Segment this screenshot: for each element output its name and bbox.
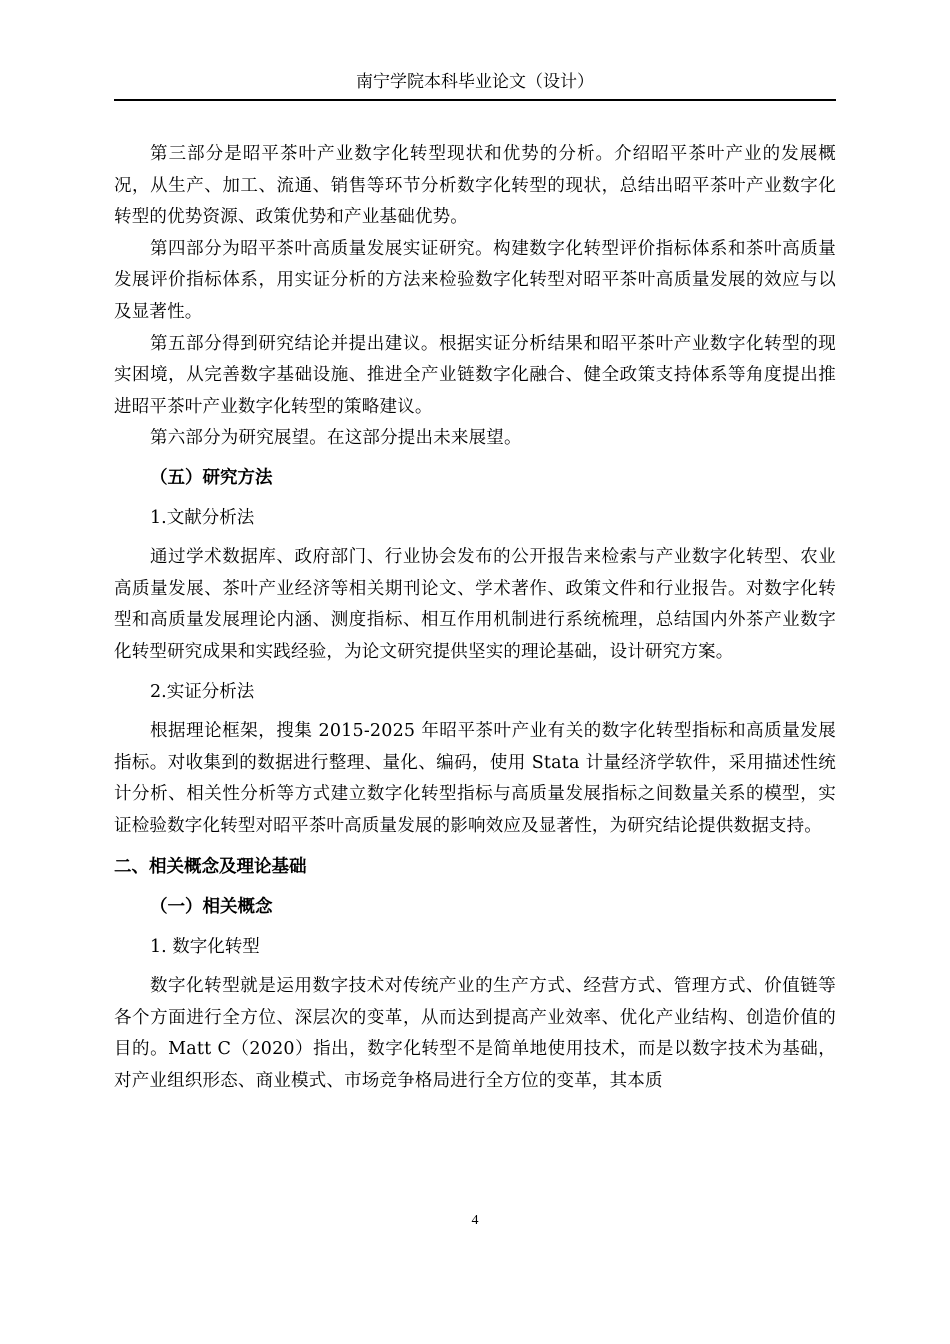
page-number: 4 xyxy=(471,1213,479,1228)
subheading-digital-transformation: 1. 数字化转型 xyxy=(150,936,260,957)
paragraph-part-four: 第四部分为昭平茶叶高质量发展实证研究。构建数字化转型评价指标体系和茶叶高质量发展评价指标体系，用实证分析的方法来检验数字化转型对昭平茶叶高质量发展的效应与以及显著性。 xyxy=(114,238,836,322)
paragraph-digital-transformation: 数字化转型就是运用数字技术对传统产业的生产方式、经营方式、管理方式、价值链等各个方面进行全方位、深层次的变革，从而达到提高产业效率、优化产业结构、创造价值的目的。Matt C（2020）指出，数字化转型不是简单地使用技术，而是以数字技术为基础，对产业组织形态、商业模式、市场竞争格局进行全方位的变革，其本质 xyxy=(114,976,836,1092)
paragraph-part-five: 第五部分得到研究结论并提出建议。根据实证分析结果和昭平茶叶产业数字化转型的现实困境，从完善数字基础设施、推进全产业链数字化融合、健全政策支持体系等角度提出推进昭平茶叶产业数字化转型的策略建议。 xyxy=(114,333,836,417)
section-heading-related-concepts: （一）相关概念 xyxy=(150,897,273,918)
paragraph-empirical-analysis: 根据理论框架，搜集 2015-2025 年昭平茶叶产业有关的数字化转型指标和高质量发展指标。对收集到的数据进行整理、量化、编码，使用 Stata 计量经济学软件，采用描述性统计分析、相关性分析等方式建立数字化转型指标与高质量发展指标之间数量关系的模型，实证检验数字化转型对昭平茶叶高质量发展的影响效应及显著性，为研究结论提供数据支持。 xyxy=(114,721,836,836)
paragraph-literature-analysis: 通过学术数据库、政府部门、行业协会发布的公开报告来检索与产业数字化转型、农业高质量发展、茶叶产业经济等相关期刊论文、学术著作、政策文件和行业报告。对数字化转型和高质量发展理论内涵、测度指标、相互作用机制进行系统梳理，总结国内外茶产业数字化转型研究成果和实践经验，为论文研究提供坚实的理论基础，设计研究方案。 xyxy=(114,547,836,662)
header-rule xyxy=(114,99,836,101)
subheading-empirical-analysis: 2.实证分析法 xyxy=(150,681,255,702)
section-heading-research-methods: （五）研究方法 xyxy=(150,467,273,488)
subheading-literature-analysis: 1.文献分析法 xyxy=(150,507,255,528)
chapter-heading-concepts-theory: 二、相关概念及理论基础 xyxy=(114,857,307,878)
paragraph-part-six: 第六部分为研究展望。在这部分提出未来展望。 xyxy=(150,428,522,449)
page-body xyxy=(114,139,836,1098)
running-header: 南宁学院本科毕业论文（设计） xyxy=(356,72,594,92)
paragraph-part-three: 第三部分是昭平茶叶产业数字化转型现状和优势的分析。介绍昭平茶叶产业的发展概况，从生产、加工、流通、销售等环节分析数字化转型的现状，总结出昭平茶叶产业数字化转型的优势资源、政策优势和产业基础优势。 xyxy=(114,144,836,228)
